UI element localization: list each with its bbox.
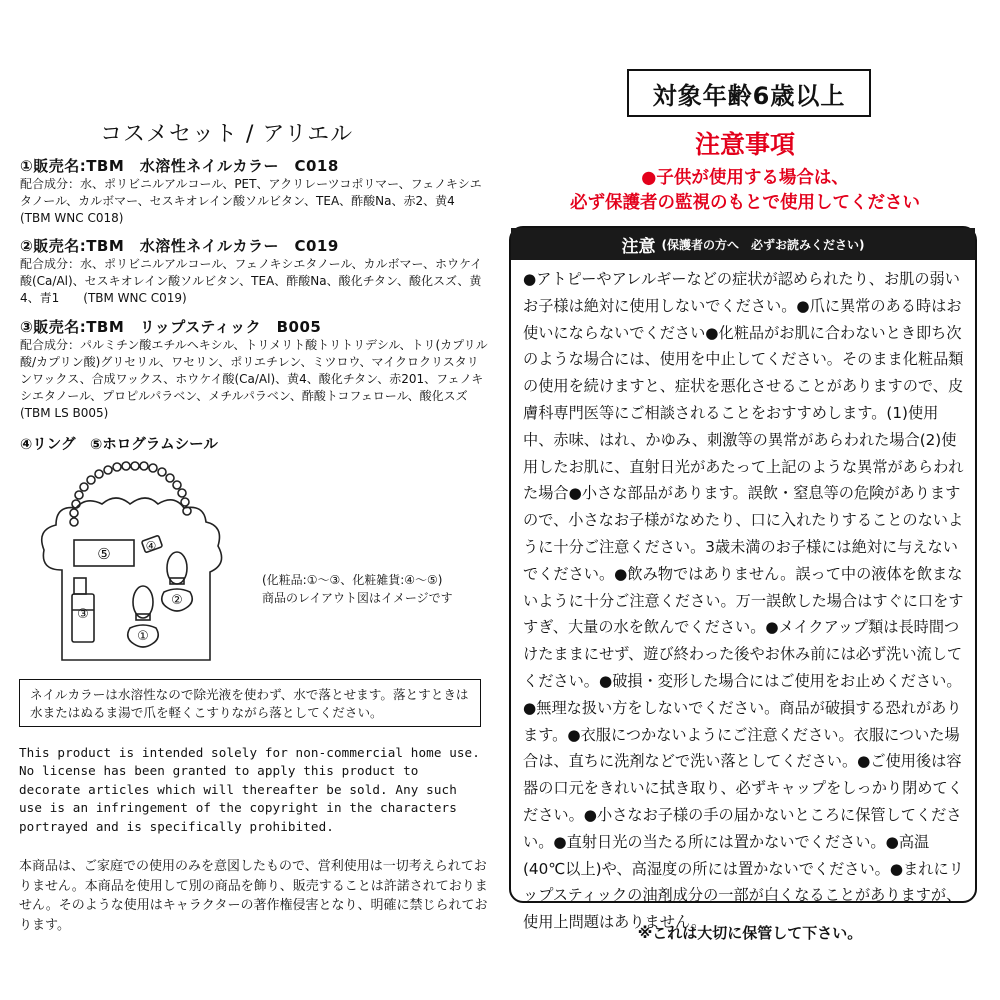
bead-strap-icon	[70, 462, 191, 526]
caution-panel-header	[511, 228, 975, 260]
warning-line: ●子供が使用する場合は、	[641, 168, 849, 188]
japanese-license-notice: 本商品は、ご家庭での使用のみを意図したもので、営利使用は一切考えられておりません。本商品を使用して別の商品を飾り、販売することは許諾されておりません。そのような使用はキャラクターの著作権侵害となり、明確に禁じられております。	[19, 859, 488, 933]
english-license-notice: This product is intended solely for non-commercial home use. No license has been granted to apply this product to decorate articles which will thereafter be sold. Any such use is an infringement of the copyright in the characters portrayed and is specifically prohibited.	[19, 745, 480, 834]
caution-heading: 注意	[621, 236, 656, 257]
product-block-2	[20, 237, 490, 307]
product-name: ③販売名:TBM リップスティック B005	[20, 318, 322, 336]
product-ingredients: 配合成分：水、ポリビニルアルコール、PET、アクリレーツコポリマー、フェノキシエタノール、カルボマー、セスキオレイン酸ソルビタン、TEA、酢酸Na、赤2、黄4 (TBM WNC C018)	[20, 177, 482, 225]
caption-line: (化粧品:①〜③、化粧雑貨:④〜⑤)	[262, 573, 443, 587]
caption-line: 商品のレイアウト図はイメージです	[262, 591, 453, 605]
marker-5: ⑤	[97, 545, 111, 563]
marker-4: ④	[145, 539, 157, 553]
product-name: ①販売名:TBM 水溶性ネイルカラー C018	[20, 157, 339, 175]
marker-1: ①	[137, 629, 149, 644]
product-ingredients: 配合成分：水、ポリビニルアルコール、フェノキシエタノール、カルボマー、ホウケイ酸(Ca/Al)、セスキオレイン酸ソルビタン、TEA、酢酸Na、酸化チタン、酸化スズ、黄4、青1 (TBM WNC C019)	[20, 257, 483, 305]
product-layout-diagram	[34, 460, 244, 670]
nail-color-note: ネイルカラーは水溶性なので除光液を使わず、水で落とせます。落とすときは水またはぬるま湯で爪を軽くこすりながら落としてください。	[19, 679, 481, 727]
layout-caption	[262, 571, 453, 607]
warning-line: 必ず保護者の監視のもとで使用してください	[570, 193, 920, 213]
product-block-1	[20, 157, 490, 227]
marker-2: ②	[171, 593, 183, 608]
caution-heading-note: (保護者の方へ 必ずお読みください)	[661, 237, 865, 252]
age-label: 対象年齢6歳以上	[627, 69, 871, 117]
keep-notice: ※これは大切に保管して下さい。	[637, 924, 863, 942]
caution-body: ●アトピーやアレルギーなどの症状が認められたり、お肌の弱いお子様は絶対に使用しないでください。●爪に異常のある時はお使いにならないでください●化粧品がお肌に合わないとき即ち次のような場合には、使用を中止してください。そのまま化粧品類の使用を続けますと、症状を悪化させることがありますので、皮膚科専門医等にご相談されることをおすすめします。(1)使用中、赤味、はれ、かゆみ、刺激等の異常があらわれた場合(2)使用したお肌に、直射日光があたって上記のような異常があらわれた場合●小さな部品があります。誤飲・窒息等の危険がありますので、小さなお子様がなめたり、口に入れたりすることのないように十分ご注意ください。3歳未満のお子様には絶対に与えないでください。●飲み物ではありません。誤って中の液体を飲まないように十分ご注意ください。万一誤飲した場合はすぐに口をすすぎ、大量の水を飲んでください。●メイクアップ類は長時間つけたままにせず、遊び終わった後やお休み前には必ず洗い流してください。●破損・変形した場合にはご使用をお止めください。●無理な扱い方をしないでください。商品が破損する恐れがあります。●衣服につかないようにご注意ください。衣服についた場合は、直ちに洗剤などで洗い落としてください。●ご使用後は容器の口元をきれいに拭き取り、必ずキャップをしっかり閉めてください。●小さなお子様の手の届かないところに保管してください。●直射日光の当たる所には置かないでください。●高温(40℃以上)や、高湿度の所には置かないでください。●まれにリップスティックの油剤成分の一部が白くなることがありますが、使用上問題はありません。	[523, 270, 964, 932]
product-title: コスメセット / アリエル	[100, 122, 354, 147]
product-block-3	[20, 318, 490, 422]
product-ingredients: 配合成分：パルミチン酸エチルヘキシル、トリメリト酸トリトリデシル、トリ(カプリル酸/カプリン酸)グリセリル、ワセリン、ポリエチレン、ミツロウ、マイクロクリスタリンワックス、合成ワックス、ホウケイ酸(Ca/Al)、黄4、酸化チタン、赤201、フェノキシエタノール、プロピルパラベン、メチルパラベン、酢酸トコフェロール、酸化スズ (TBM LS B005)	[20, 338, 492, 420]
extra-items: ④リング ⑤ホログラムシール	[20, 437, 218, 453]
caution-panel	[509, 226, 977, 932]
warning-title: 注意事項	[694, 130, 795, 159]
shell-case-outline	[42, 498, 222, 660]
marker-3: ③	[77, 607, 89, 622]
product-name: ②販売名:TBM 水溶性ネイルカラー C019	[20, 237, 339, 255]
